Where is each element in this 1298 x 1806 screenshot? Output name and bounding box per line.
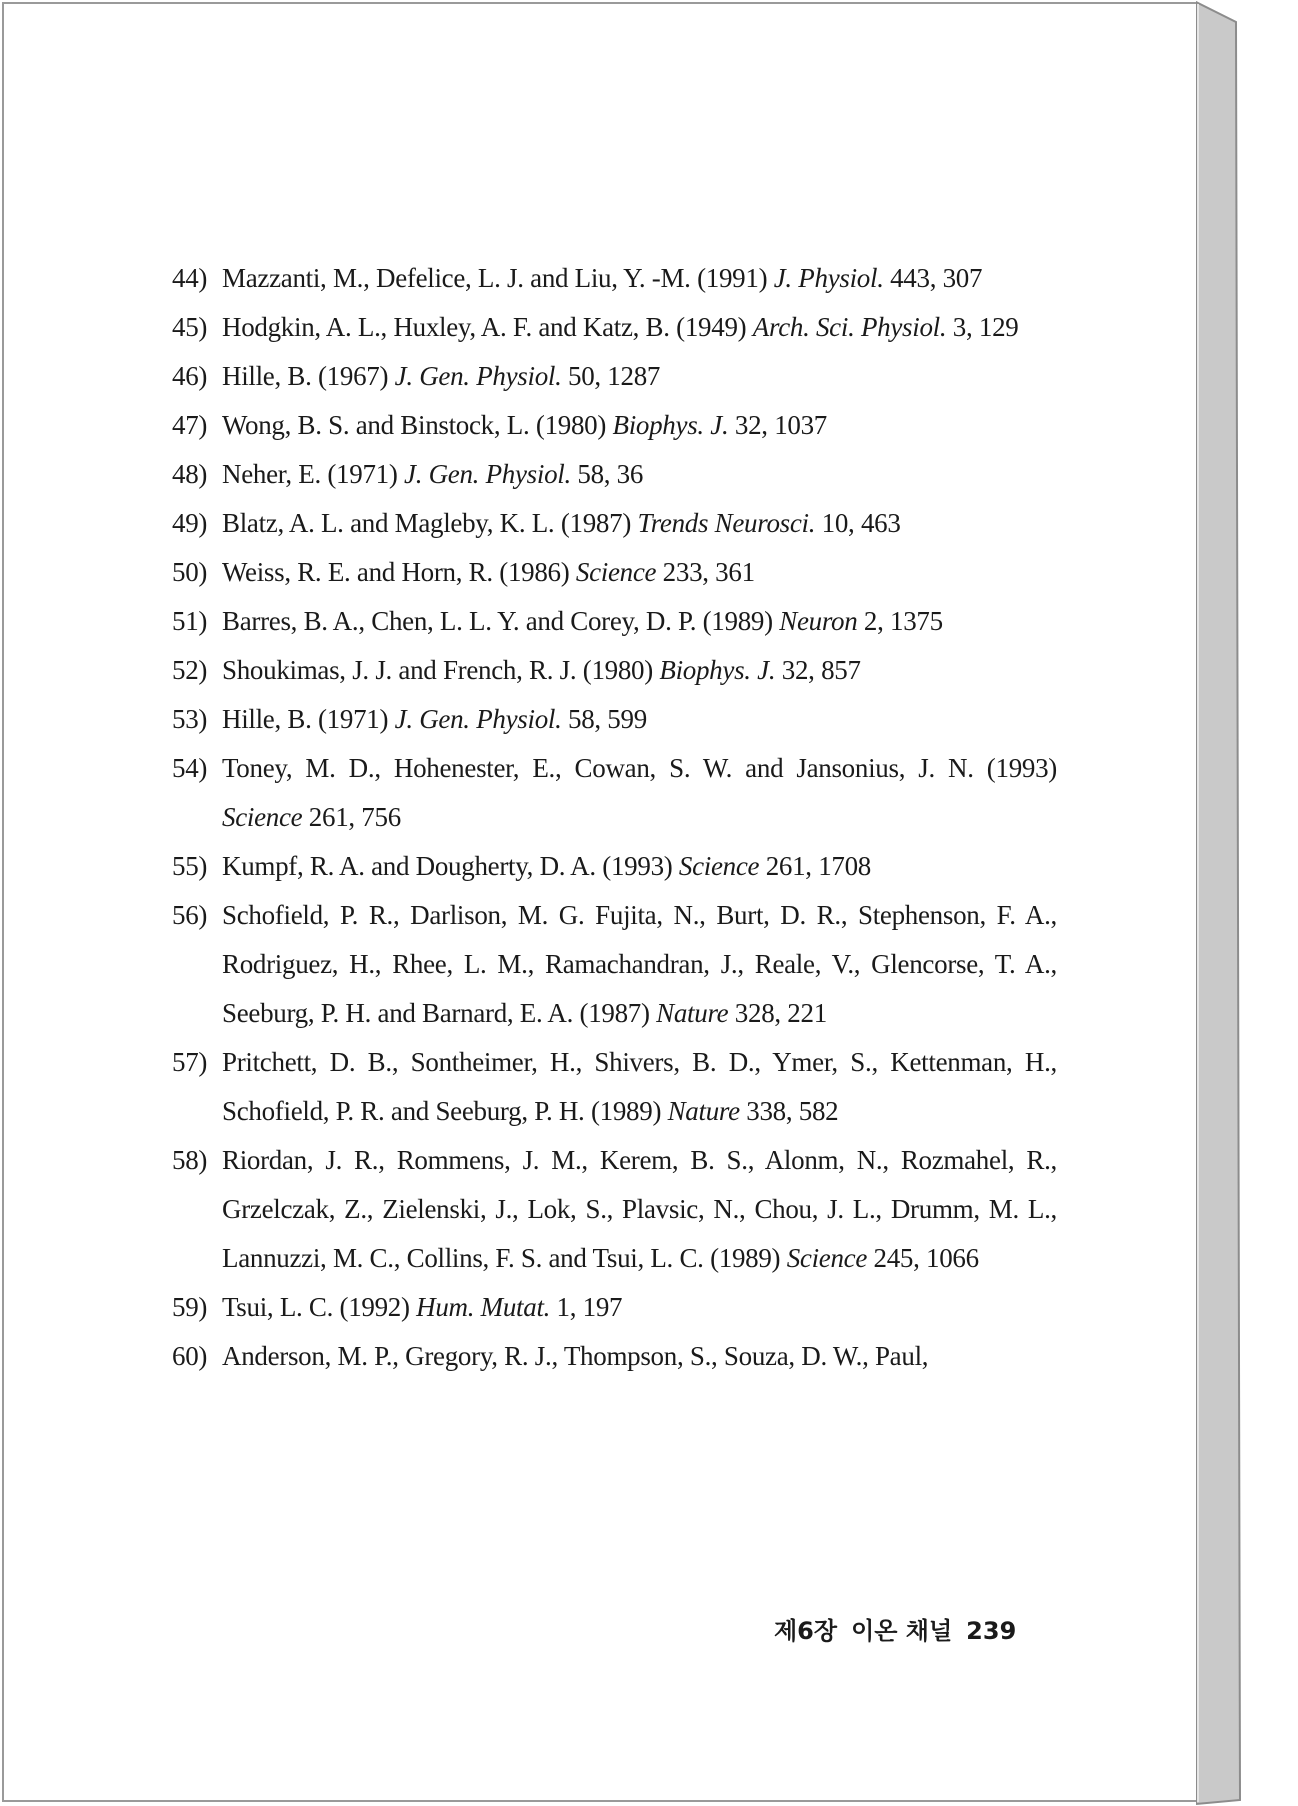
reference-number: 46): [172, 361, 208, 391]
reference-list: [172, 254, 1057, 1381]
reference-item: [172, 646, 1057, 695]
reference-authors: Mazzanti, M., Defelice, L. J. and Liu, Y. -M. (1991): [222, 263, 774, 293]
reference-item: [172, 842, 1057, 891]
reference-journal: Science: [678, 851, 760, 881]
reference-authors: Hille, B. (1971): [222, 704, 395, 734]
reference-journal: Science: [575, 557, 657, 587]
reference-item: [172, 1038, 1057, 1136]
reference-authors: Pritchett, D. B., Sontheimer, H., Shivers, B. D., Ymer, S., Kettenman, H., Schofield, P. R. and Seeburg, P. H. (1989): [222, 1047, 1057, 1126]
reference-volume-pages: 261, 1708: [759, 851, 872, 881]
reference-volume-pages: 10, 463: [815, 508, 901, 538]
reference-item: [172, 1332, 1057, 1381]
reference-journal: Biophys. J.: [659, 655, 776, 685]
reference-number: 52): [172, 655, 208, 685]
reference-number: 55): [172, 851, 208, 881]
reference-volume-pages: 3, 129: [946, 312, 1019, 342]
book-page: [2, 2, 1198, 1802]
reference-authors: Hodgkin, A. L., Huxley, A. F. and Katz, B. (1949): [222, 312, 753, 342]
reference-journal: Science: [786, 1243, 868, 1273]
reference-journal: Nature: [656, 998, 729, 1028]
reference-item: [172, 1283, 1057, 1332]
reference-volume-pages: 1, 197: [550, 1292, 623, 1322]
reference-number: 59): [172, 1292, 208, 1322]
reference-item: [172, 695, 1057, 744]
reference-authors: Barres, B. A., Chen, L. L. Y. and Corey, D. P. (1989): [222, 606, 780, 636]
reference-item: [172, 352, 1057, 401]
reference-authors: Riordan, J. R., Rommens, J. M., Kerem, B. S., Alonm, N., Rozmahel, R., Grzelczak, Z., Zielenski, J., Lok, S., Plavsic, N., Chou, J. L., Drumm, M. L., Lannuzzi, M. C., Collins, F. S. and Tsui, L. C. (1989): [222, 1145, 1057, 1273]
reference-number: 44): [172, 263, 208, 293]
reference-volume-pages: 338, 582: [739, 1096, 839, 1126]
reference-number: 56): [172, 900, 208, 930]
reference-authors: Wong, B. S. and Binstock, L. (1980): [222, 410, 613, 440]
reference-journal: Science: [222, 802, 303, 832]
reference-number: 45): [172, 312, 208, 342]
reference-number: 51): [172, 606, 208, 636]
reference-volume-pages: 245, 1066: [867, 1243, 979, 1273]
reference-authors: Anderson, M. P., Gregory, R. J., Thompson, S., Souza, D. W., Paul,: [222, 1341, 929, 1371]
reference-volume-pages: 2, 1375: [857, 606, 943, 636]
reference-journal: J. Gen. Physiol.: [394, 361, 562, 391]
reference-journal: Neuron: [779, 606, 858, 636]
reference-volume-pages: 50, 1287: [561, 361, 661, 391]
reference-item: [172, 744, 1057, 842]
reference-volume-pages: 261, 756: [302, 802, 401, 832]
reference-journal: Biophys. J.: [612, 410, 729, 440]
page-side-edge: [1196, 0, 1244, 1806]
reference-journal: Nature: [667, 1096, 740, 1126]
reference-journal: Trends Neurosci.: [637, 508, 816, 538]
reference-number: 48): [172, 459, 208, 489]
reference-volume-pages: 32, 857: [775, 655, 861, 685]
reference-number: 53): [172, 704, 208, 734]
reference-authors: Kumpf, R. A. and Dougherty, D. A. (1993): [222, 851, 679, 881]
reference-journal: J. Gen. Physiol.: [394, 704, 562, 734]
page-footer: [774, 1611, 1016, 1646]
reference-volume-pages: 32, 1037: [728, 410, 827, 440]
page-number: 239: [966, 1617, 1017, 1645]
reference-number: 58): [172, 1145, 208, 1175]
reference-volume-pages: 58, 36: [570, 459, 644, 489]
reference-number: 54): [172, 753, 208, 783]
reference-number: 50): [172, 557, 208, 587]
reference-journal: J. Physiol.: [773, 263, 884, 293]
reference-item: [172, 548, 1057, 597]
reference-item: [172, 891, 1057, 1038]
reference-number: 49): [172, 508, 208, 538]
reference-authors: Hille, B. (1967): [222, 361, 395, 391]
chapter-title: 이온 채널: [851, 1617, 953, 1645]
page-thickness-graphic: [1196, 0, 1244, 1806]
reference-item: [172, 597, 1057, 646]
reference-authors: Shoukimas, J. J. and French, R. J. (1980): [222, 655, 660, 685]
reference-item: [172, 303, 1057, 352]
reference-authors: Tsui, L. C. (1992): [222, 1292, 417, 1322]
reference-volume-pages: 233, 361: [656, 557, 755, 587]
reference-journal: Arch. Sci. Physiol.: [752, 312, 947, 342]
reference-item: [172, 450, 1057, 499]
reference-number: 47): [172, 410, 208, 440]
reference-journal: J. Gen. Physiol.: [404, 459, 571, 489]
reference-authors: Weiss, R. E. and Horn, R. (1986): [222, 557, 576, 587]
reference-volume-pages: 58, 599: [561, 704, 647, 734]
reference-number: 60): [172, 1341, 208, 1371]
reference-journal: Hum. Mutat.: [416, 1292, 551, 1322]
chapter-label: 제6장: [774, 1617, 838, 1645]
reference-item: [172, 499, 1057, 548]
reference-item: [172, 1136, 1057, 1283]
reference-authors: Blatz, A. L. and Magleby, K. L. (1987): [222, 508, 638, 538]
reference-item: [172, 254, 1057, 303]
reference-authors: Neher, E. (1971): [222, 459, 405, 489]
reference-volume-pages: 328, 221: [728, 998, 827, 1028]
reference-authors: Toney, M. D., Hohenester, E., Cowan, S. W. and Jansonius, J. N. (1993): [222, 753, 1057, 783]
reference-item: [172, 401, 1057, 450]
reference-number: 57): [172, 1047, 208, 1077]
reference-authors: Schofield, P. R., Darlison, M. G. Fujita, N., Burt, D. R., Stephenson, F. A., Rodriguez, H., Rhee, L. M., Ramachandran, J., Reale, V., Glencorse, T. A., Seeburg, P. H. and Barnard, E. A. (1987): [222, 900, 1057, 1028]
reference-volume-pages: 443, 307: [883, 263, 983, 293]
